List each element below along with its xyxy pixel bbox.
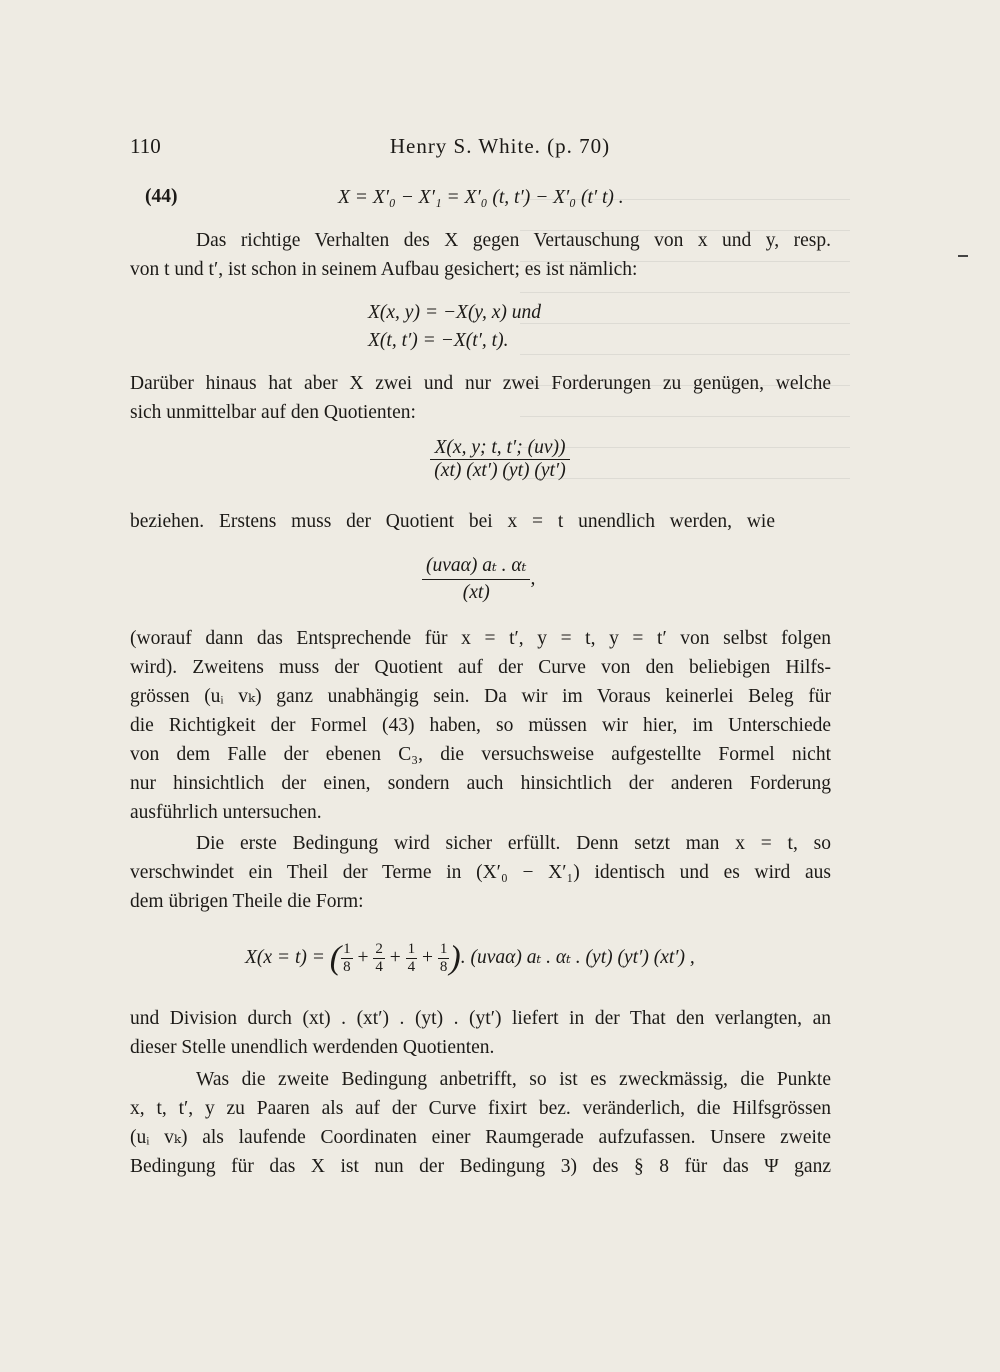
fraction-comma: , bbox=[530, 567, 536, 589]
text-line: beziehen. Erstens muss der Quotient bei x = t unendlich werden, wie bbox=[130, 511, 775, 532]
text-line: sich unmittelbar auf den Quotienten: bbox=[130, 402, 416, 423]
text-line: verschwindet ein Theil der Terme in (X′₀ − X′₁) identisch und es wird aus bbox=[130, 862, 831, 883]
quotient-fraction bbox=[0, 437, 1000, 482]
text-line: von dem Falle der ebenen C₃, die versuchsweise aufgestellte Formel nicht bbox=[130, 744, 831, 765]
frac-den: 8 bbox=[343, 959, 351, 976]
frac-num: 1 bbox=[439, 941, 448, 958]
open-paren: ( bbox=[329, 939, 342, 977]
fraction-numerator: X(x, y; t, t′; (uv)) bbox=[430, 437, 569, 460]
text-line: wird). Zweitens muss der Quotient auf der Curve von den beliebigen Hilfs- bbox=[130, 657, 831, 678]
text-line: nur hinsichtlich der einen, sondern auch hinsichtlich der anderen Forderung bbox=[130, 773, 831, 794]
frac-den: 8 bbox=[439, 959, 448, 976]
text-line: Das richtige Verhalten des X gegen Vertauschung von x und y, resp. bbox=[196, 230, 831, 251]
text-line: Bedingung für das X ist nun der Bedingung 3) des § 8 für das Ψ ganz bbox=[130, 1156, 831, 1177]
text-line: dem übrigen Theile die Form: bbox=[130, 891, 364, 912]
text-line: x, t, t′, y zu Paaren als auf der Curve fixirt bez. veränderlich, die Hilfsgrössen bbox=[130, 1098, 831, 1119]
equation-form: X(x = t) = ( $\frac{1}{8}$ + $\frac{2}{4}$ + $\frac{1}{4}$ + $\frac{1}{8}$ ). (uvaα) aₜ . αₜ . (yt) (yt′) (xt′) , bbox=[245, 939, 695, 977]
text-line: Darüber hinaus hat aber X zwei und nur zwei Forderungen zu genügen, welche bbox=[130, 373, 831, 394]
text-line: Die erste Bedingung wird sicher erfüllt. Denn setzt man x = t, so bbox=[196, 833, 831, 854]
text-line: und Division durch (xt) . (xt′) . (yt) . (yt′) liefert in der That den verlangten, an bbox=[130, 1008, 831, 1029]
text-line: die Richtigkeit der Formel (43) haben, so müssen wir hier, im Unterschiede bbox=[130, 715, 831, 736]
equation-symmetry-1: X(x, y) = −X(y, x) und bbox=[368, 302, 542, 323]
equation-label: (44) bbox=[145, 186, 178, 207]
margin-mark bbox=[958, 255, 968, 257]
frac-num: 2 bbox=[375, 941, 383, 958]
fraction-denominator: (xt) bbox=[462, 582, 490, 603]
page-number: 110 bbox=[130, 134, 161, 158]
text-line: grössen (uᵢ vₖ) ganz unabhängig sein. Da wir im Voraus keinerlei Beleg für bbox=[130, 686, 831, 707]
text-line: dieser Stelle unendlich werdenden Quotienten. bbox=[130, 1037, 495, 1058]
equation-44: X = X′₀ − X′₁ = X′₀ (t, t′) − X′₀ (t′ t) . bbox=[338, 187, 624, 208]
text-line: von t und t′, ist schon in seinem Aufbau gesichert; es ist nämlich: bbox=[130, 259, 638, 280]
text-line: (uᵢ vₖ) als laufende Coordinaten einer Raumgerade aufzufassen. Unsere zweite bbox=[130, 1127, 831, 1148]
equation-symmetry-2: X(t, t′) = −X(t′, t). bbox=[368, 330, 509, 351]
frac-den: 4 bbox=[375, 959, 383, 976]
fraction-uva bbox=[422, 553, 535, 606]
fraction-denominator: (xt) (xt′) (yt) (yt′) bbox=[434, 460, 566, 481]
frac-num: 1 bbox=[343, 941, 351, 958]
equation-rhs: . (uvaα) aₜ . αₜ . (yt) (yt′) (xt′) , bbox=[460, 947, 695, 968]
equation-lhs: X(x = t) = bbox=[245, 947, 325, 968]
frac-den: 4 bbox=[407, 959, 416, 976]
close-paren: ) bbox=[449, 939, 461, 977]
text-line: ausführlich untersuchen. bbox=[130, 802, 322, 823]
text-line: Was die zweite Bedingung anbetrifft, so ist es zweckmässig, die Punkte bbox=[196, 1069, 831, 1090]
text-line: (worauf dann das Entsprechende für x = t′, y = t, y = t′ von selbst folgen bbox=[130, 628, 831, 649]
frac-num: 1 bbox=[407, 941, 416, 958]
running-title: Henry S. White. (p. 70) bbox=[389, 134, 611, 158]
fraction-numerator: (uvaα) aₜ . αₜ bbox=[422, 553, 530, 580]
